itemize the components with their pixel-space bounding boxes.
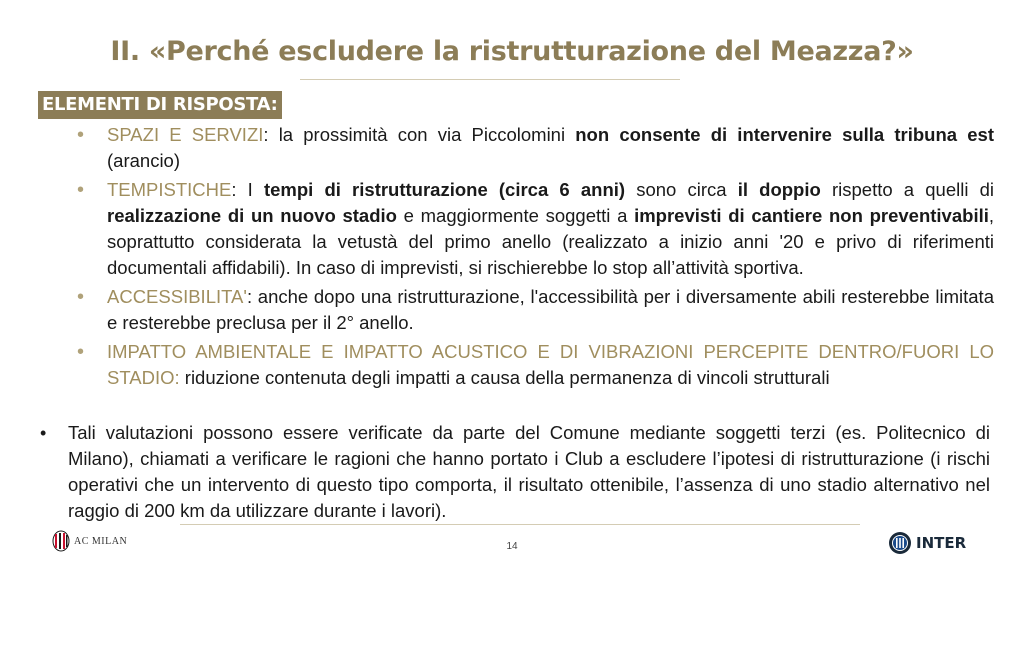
bullet-icon: • bbox=[40, 423, 47, 443]
bullet-icon: • bbox=[77, 341, 85, 363]
list-item bbox=[72, 339, 994, 391]
list-item-bold-text: realizzazione di un nuovo stadio bbox=[107, 205, 397, 226]
list-item-text: : anche dopo una ristrutturazione, l'accessibilità per i diversamente abili resterebbe limitata e resterebbe preclusa per il 2° anello. bbox=[107, 286, 994, 333]
list-item bbox=[72, 122, 994, 174]
inter-logo bbox=[888, 531, 966, 555]
footer-divider bbox=[180, 524, 860, 525]
main-bullet-text: Tali valutazioni possono essere verificate da parte del Comune mediante soggetti terzi (es. Politecnico di Milano), chiamati a verificare le ragioni che hanno portato i Club a escludere l’ipotesi di ristrutturazione (i rischi operativi che un intervento di questo tipo comporta, il risultato ottenibile, l’assenza di uno stadio alternativo nel raggio di 200 km da utilizzare durante i lavori). bbox=[68, 422, 990, 521]
inter-crest-icon bbox=[888, 531, 912, 555]
bullet-icon: • bbox=[77, 179, 85, 201]
title-divider bbox=[300, 79, 680, 80]
list-item-bold-text: non consente di intervenire sulla tribuna est bbox=[575, 124, 994, 145]
list-item-key: ACCESSIBILITA' bbox=[107, 286, 247, 307]
list-item-text: (arancio) bbox=[107, 150, 180, 171]
list-item-key: TEMPISTICHE bbox=[107, 179, 232, 200]
list-item-bold-text: tempi di ristrutturazione (circa 6 anni) bbox=[263, 179, 626, 200]
list-item-key: IMPATTO AMBIENTALE E IMPATTO ACUSTICO E DI VIBRAZIONI PERCEPITE DENTRO/FUORI LO STADIO: bbox=[107, 341, 994, 388]
list-item-text: riduzione contenuta degli impatti a causa della permanenza di vincoli strutturali bbox=[179, 367, 830, 388]
list-item-text: : la prossimità con via Piccolomini bbox=[263, 124, 576, 145]
response-elements-list bbox=[72, 122, 994, 394]
main-bullet-item bbox=[38, 420, 990, 524]
list-item-text: rispetto a quelli di bbox=[820, 179, 994, 200]
page-number: 14 bbox=[506, 541, 518, 552]
milan-logo-text: AC MILAN bbox=[74, 535, 128, 547]
slide-title: II. «Perché escludere la ristrutturazione del Meazza?» bbox=[110, 36, 914, 67]
list-item bbox=[72, 284, 994, 336]
list-item-bold-text: imprevisti di cantiere non preventivabili bbox=[634, 205, 989, 226]
bullet-icon: • bbox=[77, 286, 85, 308]
list-item bbox=[72, 177, 994, 281]
inter-logo-text: INTER bbox=[916, 534, 967, 552]
list-item-text: sono circa bbox=[625, 179, 738, 200]
section-label: ELEMENTI DI RISPOSTA: bbox=[38, 91, 282, 119]
list-item-text: : I bbox=[231, 179, 264, 200]
list-item-key: SPAZI E SERVIZI bbox=[107, 124, 264, 145]
list-item-text: , soprattutto considerata la vetustà del primo anello (realizzato a inizio anni '20 e privo di riferimenti documentali affidabili). In caso di imprevisti, si rischierebbe lo stop all’attività sportiva. bbox=[107, 205, 994, 278]
bullet-icon: • bbox=[77, 124, 85, 146]
list-item-text: e maggiormente soggetti a bbox=[396, 205, 635, 226]
list-item-bold-text: il doppio bbox=[737, 179, 821, 200]
